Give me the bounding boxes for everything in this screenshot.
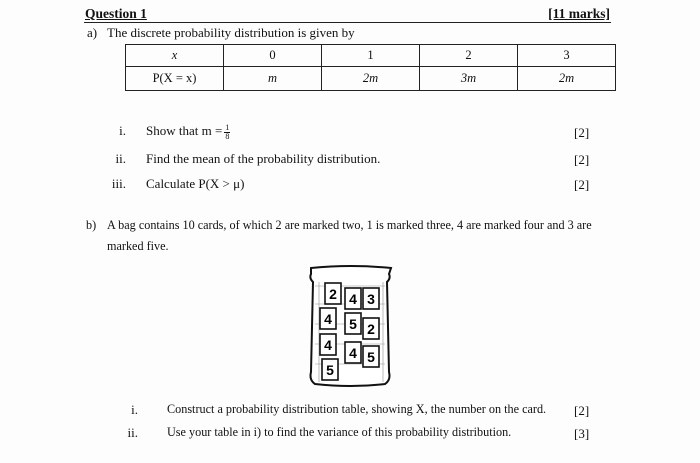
part-b-label: b): [86, 218, 97, 232]
table-cell: 2m: [518, 67, 616, 91]
fraction-numerator: 1: [225, 122, 230, 132]
item-number: i.: [119, 123, 126, 138]
item-marks: [3]: [574, 426, 590, 441]
question-header: [84, 6, 611, 23]
item-text: Calculate P(X > μ): [146, 176, 245, 191]
card-value: 4: [349, 291, 357, 307]
item-number: i.: [131, 402, 138, 417]
table-cell: 1: [322, 45, 420, 67]
item-text: Find the mean of the probability distribution.: [146, 151, 381, 166]
part-a-label: a): [87, 25, 98, 40]
total-marks: [11 marks]: [548, 6, 610, 21]
item-marks: [2]: [574, 403, 590, 418]
fraction: [224, 124, 230, 141]
item-marks: [2]: [574, 177, 590, 192]
item-number: ii.: [127, 425, 138, 440]
card-value: 3: [367, 291, 375, 307]
table-cell: 3m: [420, 67, 518, 91]
item-text: [146, 123, 230, 141]
item-number: ii.: [115, 151, 126, 166]
part-b-line1: A bag contains 10 cards, of which 2 are marked two, 1 is marked three, 4 are marked four and 3 are: [107, 218, 592, 232]
table-header-p: P(X = x): [126, 67, 224, 91]
table-row-p: [126, 67, 616, 91]
item-marks: [2]: [574, 125, 590, 140]
item-marks: [2]: [574, 152, 590, 167]
fraction-denominator: 8: [225, 131, 230, 141]
card-value: 5: [326, 362, 334, 378]
card-value: 2: [329, 286, 337, 302]
item-number: iii.: [111, 176, 126, 191]
item-text: Construct a probability distribution table, showing X, the number on the card.: [167, 402, 547, 416]
item-text-main: Show that m =: [146, 123, 223, 138]
table-cell: 2: [420, 45, 518, 67]
card-bag-illustration: [305, 264, 397, 388]
part-a-intro: The discrete probability distribution is given by: [107, 25, 355, 40]
card-value: 4: [324, 337, 332, 353]
item-text: Use your table in i) to find the variance of this probability distribution.: [167, 425, 512, 439]
card-value: 4: [349, 345, 357, 361]
table-cell: 0: [224, 45, 322, 67]
distribution-table: [125, 44, 616, 91]
table-cell: 2m: [322, 67, 420, 91]
table-header-x: x: [126, 45, 224, 67]
part-b-line2: marked five.: [107, 239, 169, 253]
table-cell: m: [224, 67, 322, 91]
question-title: Question 1: [85, 6, 147, 21]
card-value: 5: [349, 316, 357, 332]
table-row-x: [126, 45, 616, 67]
table-cell: 3: [518, 45, 616, 67]
card-value: 5: [367, 349, 375, 365]
card-value: 4: [324, 311, 332, 327]
card-value: 2: [367, 321, 375, 337]
